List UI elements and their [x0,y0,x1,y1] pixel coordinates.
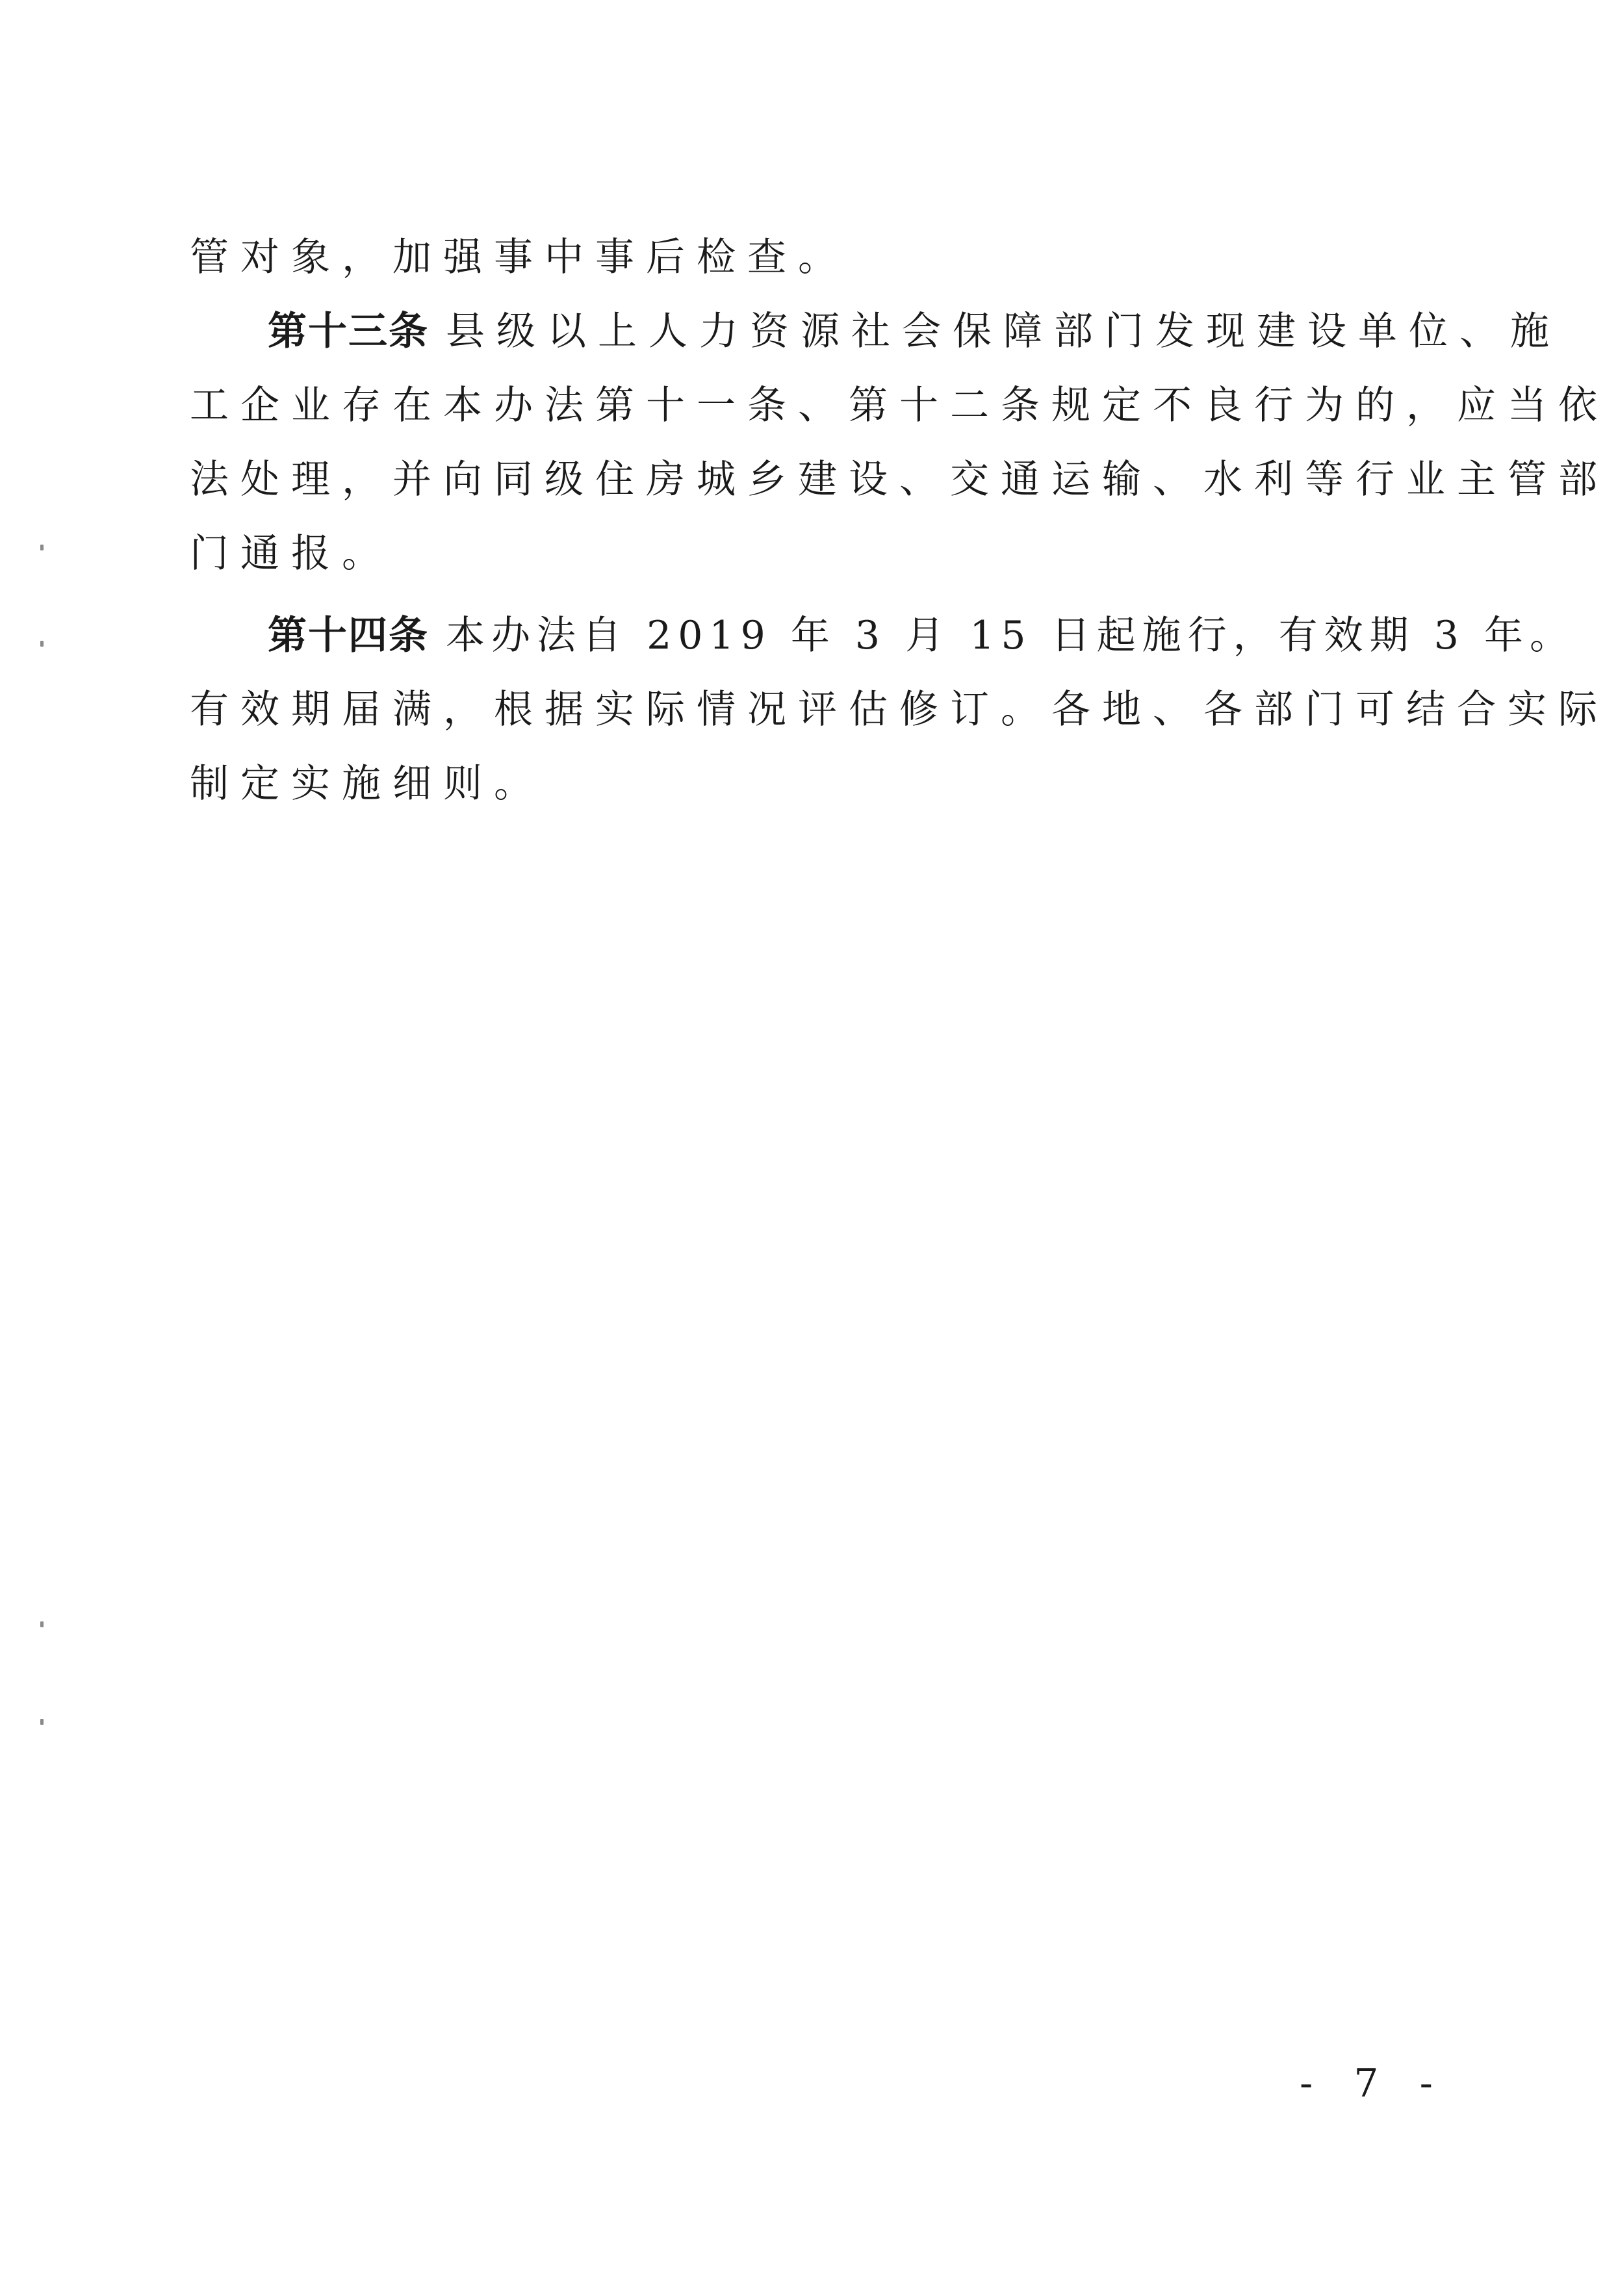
binding-hole-mark [40,641,44,647]
page-number: - 7 - [1300,2061,1447,2106]
paragraph-line: 门通报。 [190,531,392,576]
article-14-line [268,612,1575,659]
paragraph-line: 管对象，加强事中事后检查。 [190,235,849,280]
article-13-heading: 第十三条 [268,309,429,354]
paragraph-line: 制定实施细则。 [190,761,545,806]
paragraph-line: 有效期届满，根据实际情况评估修订。各地、各部门可结合实际 [190,687,1609,732]
article-14-text: 本办法自 2019 年 3 月 15 日起施行，有效期 3 年。 [446,613,1575,658]
binding-hole-mark [40,1719,44,1725]
binding-hole-mark [40,545,44,550]
binding-hole-mark [40,1621,44,1627]
article-14-heading: 第十四条 [268,613,429,658]
paragraph-line: 法处理，并向同级住房城乡建设、交通运输、水利等行业主管部 [190,457,1609,502]
article-13-text: 县级以上人力资源社会保障部门发现建设单位、施 [446,309,1561,354]
article-13-line [268,308,1561,355]
paragraph-line: 工企业存在本办法第十一条、第十二条规定不良行为的，应当依 [190,383,1609,428]
